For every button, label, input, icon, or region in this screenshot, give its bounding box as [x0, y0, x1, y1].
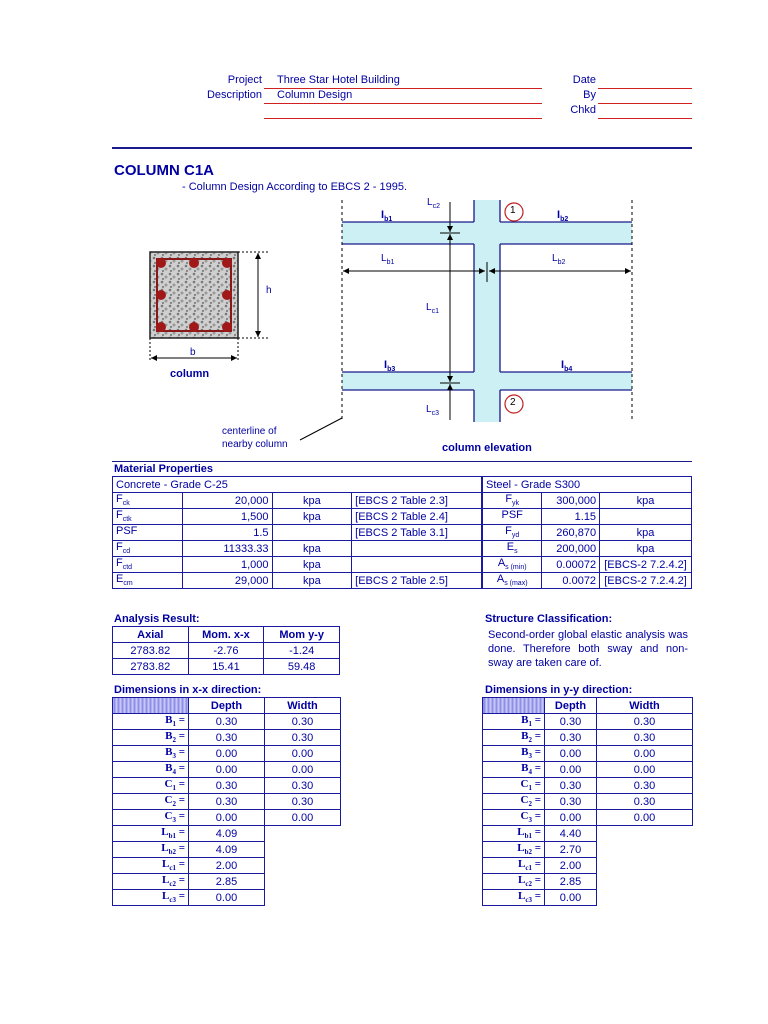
table-row: $L_{c3}$ = 0.00: [113, 890, 341, 906]
project-value: Three Star Hotel Building: [277, 74, 400, 86]
table-row: $B_1$ = 0.30 0.30: [113, 714, 341, 730]
centerline-note-line2: nearby column: [222, 439, 288, 450]
table-row: $F_{yk}$ 300,000 kpa: [483, 493, 692, 509]
length-label-lc1: $L_{c1}$: [426, 302, 439, 315]
dims-y-table: Depth Width $B_1$ = 0.30 0.30 $B_2$ = 0.30 0.30 $B_3$ = 0.00 0.00 $B_4$ = 0.00 0.00 $C_1$ = 0.30 0.30 $C_2$ = 0.30 0.30 $C_3$ = 0.00 0.00 $L_{b1}$ = 4.40 $L_{b2}$ = 2.70 $L_{c1}$ = 2.00 $L_{c2}$ = 2.85 $L_{c3}$ = 0.00: [482, 697, 693, 906]
beam-label-ib4: $I_{b4}$: [561, 359, 573, 374]
column-diagram: [0, 0, 768, 470]
table-row: $L_{c1}$ = 2.00: [483, 858, 693, 874]
table-row: $B_3$ = 0.00 0.00: [483, 746, 693, 762]
table-row: $L_{b2}$ = 2.70: [483, 842, 693, 858]
table-row: $B_2$ = 0.30 0.30: [113, 730, 341, 746]
table-row: $A_{s (max)}$ 0.0072 [EBCS-2 7.2.4.2]: [483, 573, 692, 589]
table-row: $B_2$ = 0.30 0.30: [483, 730, 693, 746]
hatch-cell: [483, 698, 545, 714]
material-heading: Material Properties: [114, 463, 214, 475]
steel-title: Steel - Grade S300: [483, 477, 692, 493]
table-row: $L_{c3}$ = 0.00: [483, 890, 693, 906]
column-elevation: [300, 200, 632, 440]
hatch-cell: [113, 698, 189, 714]
table-row: 2783.82 -2.76 -1.24: [113, 643, 340, 659]
table-row: $E_s$ 200,000 kpa: [483, 541, 692, 557]
table-row: $F_{ctk}$ 1,500 kpa [EBCS 2 Table 2.4]: [113, 509, 482, 525]
diagram-bottom-rule: [112, 461, 692, 462]
chkd-label: Chkd: [570, 104, 596, 116]
section-b-label: b: [190, 347, 196, 358]
column-cross-section: [150, 252, 268, 362]
length-label-lc3: $L_{c3}$: [426, 404, 439, 417]
dims-x-table: Depth Width $B_1$ = 0.30 0.30 $B_2$ = 0.30 0.30 $B_3$ = 0.00 0.00 $B_4$ = 0.00 0.00 $C_1$ = 0.30 0.30 $C_2$ = 0.30 0.30 $C_3$ = 0.00 0.00 $L_{b1}$ = 4.09 $L_{b2}$ = 4.09 $L_{c1}$ = 2.00 $L_{c2}$ = 2.85 $L_{c3}$ = 0.00: [112, 697, 341, 906]
table-row: $L_{b2}$ = 4.09: [113, 842, 341, 858]
page-subtitle: - Column Design According to EBCS 2 - 1995.: [182, 181, 408, 193]
beam-label-ib2: $I_{b2}$: [557, 209, 569, 224]
length-label-lb1: $L_{b1}$: [381, 253, 395, 266]
table-row: $L_{c1}$ = 2.00: [113, 858, 341, 874]
table-row: $F_{yd}$ 260,870 kpa: [483, 525, 692, 541]
table-row: $B_4$ = 0.00 0.00: [113, 762, 341, 778]
node-1-label: 1: [510, 205, 516, 216]
table-row: $C_1$ = 0.30 0.30: [113, 778, 341, 794]
table-row: $C_3$ = 0.00 0.00: [483, 810, 693, 826]
dims-x-heading: Dimensions in x-x direction:: [114, 684, 262, 696]
table-row: $L_{b1}$ = 4.09: [113, 826, 341, 842]
length-label-lb2: $L_{b2}$: [552, 253, 566, 266]
analysis-heading: Analysis Result:: [114, 613, 200, 625]
description-label: Description: [206, 89, 262, 101]
date-label: Date: [572, 74, 596, 86]
table-row: $C_2$ = 0.30 0.30: [483, 794, 693, 810]
table-row: PSF 1.5 [EBCS 2 Table 3.1]: [113, 525, 482, 541]
section-h-label: h: [266, 285, 272, 296]
beam-label-ib1: $I_{b1}$: [381, 209, 393, 224]
table-row: $B_4$ = 0.00 0.00: [483, 762, 693, 778]
table-row: $B_1$ = 0.30 0.30: [483, 714, 693, 730]
beam-label-ib3: $I_{b3}$: [384, 359, 396, 374]
section-caption: column: [170, 368, 210, 380]
elevation-caption: column elevation: [442, 442, 532, 454]
centerline-note-line1: centerline of: [222, 426, 277, 437]
dims-y-heading: Dimensions in y-y direction:: [485, 684, 633, 696]
table-row: $L_{b1}$ = 4.40: [483, 826, 693, 842]
table-row: $C_3$ = 0.00 0.00: [113, 810, 341, 826]
concrete-table: [112, 476, 482, 589]
table-row: $F_{cd}$ 11333.33 kpa: [113, 541, 482, 557]
length-label-lc2: $L_{c2}$: [427, 197, 440, 210]
by-label: By: [583, 89, 596, 101]
table-row: $F_{ctd}$ 1,000 kpa: [113, 557, 482, 573]
table-row: 2783.82 15.41 59.48: [113, 659, 340, 675]
structure-heading: Structure Classification:: [485, 613, 613, 625]
table-row: $C_2$ = 0.30 0.30: [113, 794, 341, 810]
table-row: $E_{cm}$ 29,000 kpa [EBCS 2 Table 2.5]: [113, 573, 482, 589]
concrete-title: Concrete - Grade C-25: [113, 477, 482, 493]
table-row: PSF 1.15: [483, 509, 692, 525]
table-row: $B_3$ = 0.00 0.00: [113, 746, 341, 762]
table-row: $C_1$ = 0.30 0.30: [483, 778, 693, 794]
node-2-label: 2: [510, 397, 516, 408]
structure-text: Second-order global elastic analysis was done. Therefore both sway and non-sway are taken care of.: [488, 629, 688, 669]
table-row: $F_{ck}$ 20,000 kpa [EBCS 2 Table 2.3]: [113, 493, 482, 509]
table-row: $A_{s (min)}$ 0.00072 [EBCS-2 7.2.4.2]: [483, 557, 692, 573]
table-row: $L_{c2}$ = 2.85: [483, 874, 693, 890]
table-row: $L_{c2}$ = 2.85: [113, 874, 341, 890]
analysis-table: Axial Mom. x-x Mom y-y 2783.82 -2.76 -1.24 2783.82 15.41 59.48: [112, 626, 340, 675]
page-title: COLUMN C1A: [114, 162, 214, 179]
steel-table: [482, 476, 692, 589]
description-value: Column Design: [277, 89, 353, 101]
project-label: Project: [227, 74, 262, 86]
